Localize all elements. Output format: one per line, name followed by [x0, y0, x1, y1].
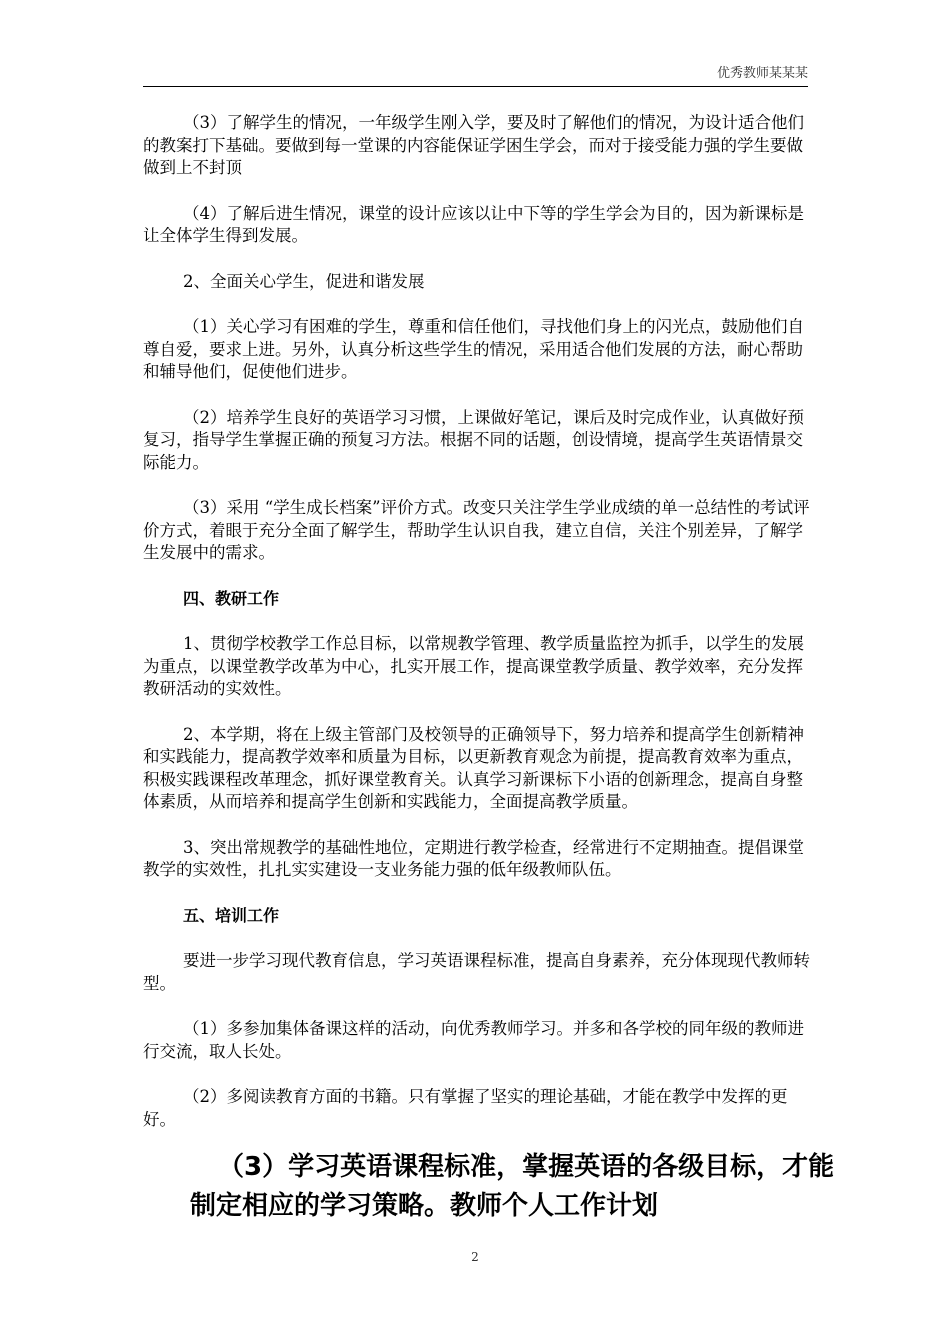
paragraph: （2）多阅读教育方面的书籍。只有掌握了坚实的理论基础，才能在教学中发挥的更好。	[143, 1087, 788, 1129]
section-heading: 五、培训工作	[183, 905, 280, 925]
large-title: （3）学习英语课程标准，掌握英语的各级目标，才能制定相应的学习策略。教师个人工作计划	[190, 1152, 835, 1221]
paragraph: 2、本学期，将在上级主管部门及校领导的正确领导下，努力培养和提高学生创新精神和实践能力，提高教学效率和质量为目标，以更新教育观念为前提，提高教育效率为重点，积极实践课程改革理念，抓好课堂教育关。认真学习新课标下小语的创新理念，提高自身整体素质，从而培养和提高学生创新和实践能力，全面提高教学质量。	[143, 724, 804, 811]
paragraph: 1、贯彻学校教学工作总目标，以常规教学管理、教学质量监控为抓手，以学生的发展为重点，以课堂教学改革为中心，扎实开展工作，提高课堂教学质量、教学效率，充分发挥教研活动的实效性。	[143, 634, 804, 698]
header-author: 优秀教师某某某	[716, 66, 808, 81]
paragraph: （2）培养学生良好的英语学习习惯，上课做好笔记，课后及时完成作业，认真做好预复习，指导学生掌握正确的预复习方法。根据不同的话题，创设情境，提高学生英语情景交际能力。	[143, 407, 804, 472]
document-body	[143, 112, 818, 1131]
page-number: 2	[471, 1250, 479, 1264]
paragraph: 要进一步学习现代教育信息，学习英语课程标准，提高自身素养，充分体现现代教师转型。	[143, 951, 810, 993]
section-heading: 四、教研工作	[183, 588, 280, 608]
paragraph: 2、全面关心学生，促进和谐发展	[183, 271, 425, 291]
paragraph: 3、突出常规教学的基础性地位，定期进行教学检查，经常进行不定期抽查。提倡课堂教学的实效性，扎扎实实建设一支业务能力强的低年级教师队伍。	[143, 837, 804, 879]
paragraph: （3）采用 “学生成长档案”评价方式。改变只关注学生学业成绩的单一总结性的考试评价方式，着眼于充分全面了解学生，帮助学生认识自我，建立自信，关注个别差异，了解学生发展中的需求。	[143, 498, 810, 562]
paragraph: （1）关心学习有困难的学生，尊重和信任他们，寻找他们身上的闪光点，鼓励他们自尊自爱，要求上进。另外，认真分析这些学生的情况，采用适合他们发展的方法，耐心帮助和辅导他们，促使他们进步。	[143, 317, 804, 381]
paragraph: （3）了解学生的情况，一年级学生刚入学，要及时了解他们的情况，为设计适合他们的教案打下基础。要做到每一堂课的内容能保证学困生学会，而对于接受能力强的学生要做做到上不封顶	[143, 113, 804, 177]
paragraph: （1）多参加集体备课这样的活动，向优秀教师学习。并多和各学校的同年级的教师进行交流，取人长处。	[143, 1019, 804, 1061]
paragraph: （4）了解后进生情况，课堂的设计应该以让中下等的学生学会为目的，因为新课标是让全体学生得到发展。	[143, 203, 804, 245]
page-header	[143, 64, 808, 87]
